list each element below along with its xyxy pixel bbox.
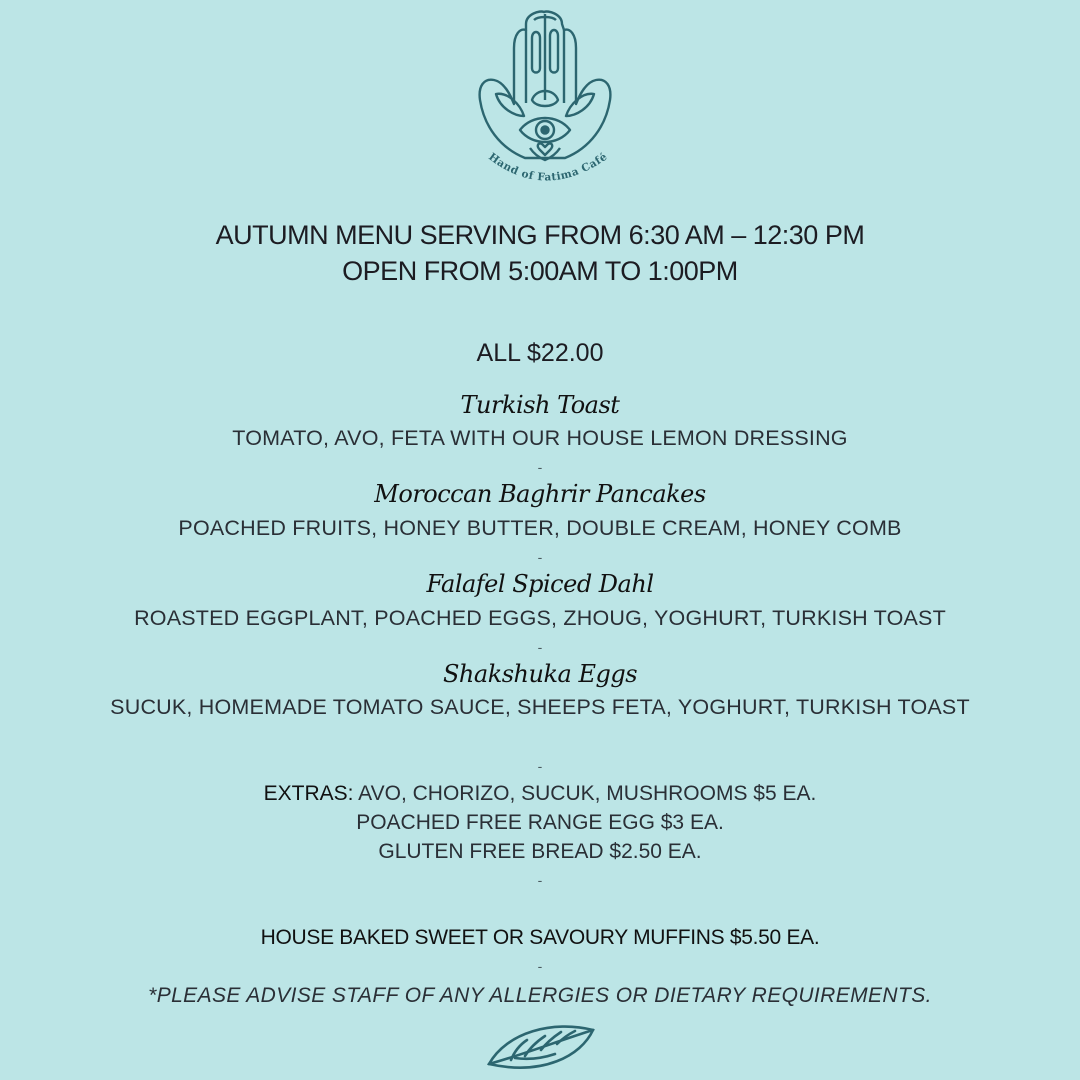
hamsa-hand-icon bbox=[470, 8, 620, 193]
logo-text: Hand of Fatima Café bbox=[486, 150, 610, 184]
separator: - bbox=[537, 549, 543, 565]
separator: - bbox=[537, 758, 543, 774]
extras-line bbox=[0, 782, 1080, 806]
opening-hours: OPEN FROM 5:00AM TO 1:00PM bbox=[342, 256, 738, 286]
extras-egg: POACHED FREE RANGE EGG $3 EA. bbox=[356, 811, 724, 834]
dish-name: Moroccan Baghrir Pancakes bbox=[374, 480, 706, 508]
extras-items: AVO, CHORIZO, SUCUK, MUSHROOMS $5 EA. bbox=[353, 782, 817, 805]
separator: - bbox=[537, 958, 543, 974]
separator: - bbox=[537, 639, 543, 655]
svg-text:Hand of Fatima Café bbox=[486, 151, 610, 184]
price-all: ALL $22.00 bbox=[476, 339, 604, 367]
dish-description: TOMATO, AVO, FETA WITH OUR HOUSE LEMON DRESSING bbox=[232, 426, 848, 450]
allergy-note: *PLEASE ADVISE STAFF OF ANY ALLERGIES OR DIETARY REQUIREMENTS. bbox=[148, 984, 932, 1007]
serving-hours: AUTUMN MENU SERVING FROM 6:30 AM – 12:30 PM bbox=[215, 220, 865, 250]
dish-name: Falafel Spiced Dahl bbox=[426, 570, 654, 598]
extras-bread: GLUTEN FREE BREAD $2.50 EA. bbox=[378, 840, 702, 863]
dish-name: Shakshuka Eggs bbox=[442, 660, 638, 688]
separator: - bbox=[537, 872, 543, 888]
extras-label: EXTRAS: bbox=[263, 782, 354, 805]
dish-name: Turkish Toast bbox=[460, 391, 620, 419]
dish-description: POACHED FRUITS, HONEY BUTTER, DOUBLE CREAM, HONEY COMB bbox=[178, 516, 902, 540]
muffins: HOUSE BAKED SWEET OR SAVOURY MUFFINS $5.50 EA. bbox=[260, 926, 820, 949]
dish-description: ROASTED EGGPLANT, POACHED EGGS, ZHOUG, YOGHURT, TURKISH TOAST bbox=[134, 606, 946, 630]
separator: - bbox=[537, 459, 543, 475]
dish-description: SUCUK, HOMEMADE TOMATO SAUCE, SHEEPS FETA, YOGHURT, TURKISH TOAST bbox=[110, 695, 970, 719]
leaf-icon bbox=[485, 1018, 597, 1074]
